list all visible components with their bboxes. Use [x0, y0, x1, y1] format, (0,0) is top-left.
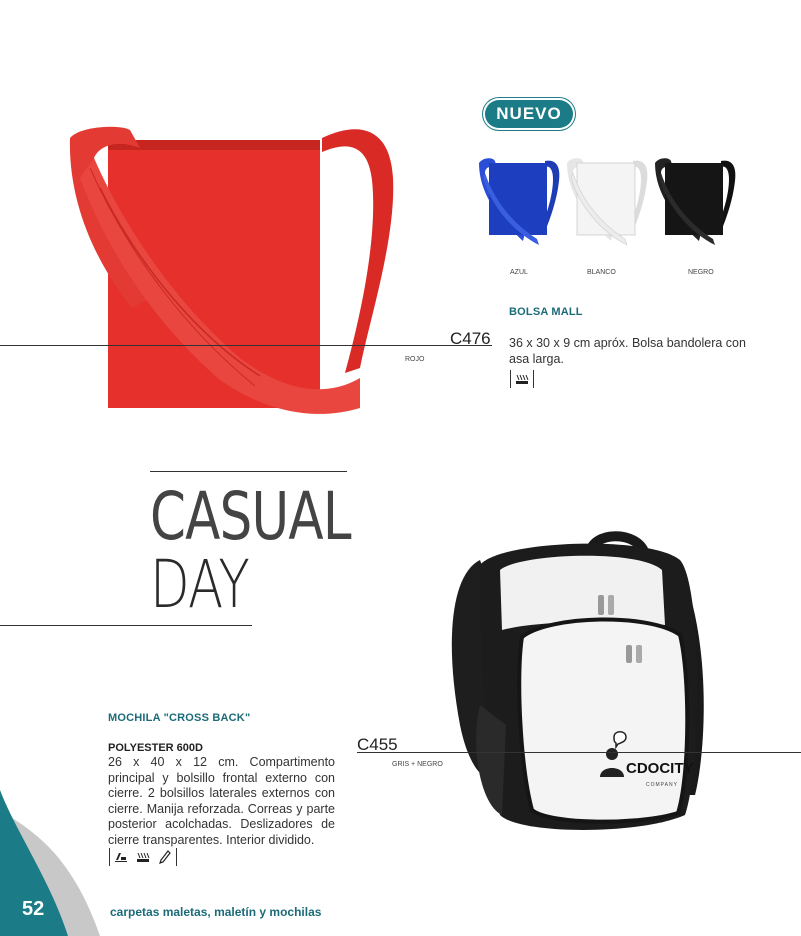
print-methods-c455: [109, 848, 177, 866]
print-method-icon: [511, 370, 533, 388]
footer-category: carpetas maletas, maletín y mochilas: [110, 905, 322, 919]
variant-thumbnails: [475, 155, 745, 255]
page-corner-decoration: [0, 790, 110, 936]
print-methods-c476: [510, 370, 534, 388]
product-description-mochila: 26 x 40 x 12 cm. Compartimento principal y bolsillo frontal externo con cierre. 2 bolsillos laterales externos con cierre. Manija reforzada. Correas y parte posterior acolchadas. Deslizadores de cierre transparentes. Interior dividido.: [108, 755, 335, 847]
variant-label-black: NEGRO: [688, 269, 714, 276]
product-material: POLYESTER 600D: [108, 742, 203, 754]
red-bag-image: [60, 118, 405, 430]
product-code-c455: C455: [357, 735, 398, 754]
product-line-c476: [0, 345, 492, 346]
product-line-c455: [357, 752, 801, 753]
section-rule-bottom: [0, 625, 252, 626]
page-number: 52: [22, 898, 45, 920]
section-title-casual: CASUAL: [150, 478, 351, 555]
variant-blue-bag-image: [475, 155, 565, 250]
print-method-icon: [132, 848, 154, 866]
section-rule-top: [150, 471, 347, 472]
product-color-rojo: ROJO: [405, 356, 425, 363]
backpack-logo-text: CDOCITY: [626, 760, 694, 777]
product-title-bolsa-mall: BOLSA MALL: [509, 306, 583, 318]
variant-black-bag-image: [651, 155, 741, 250]
variant-label-white: BLANCO: [587, 269, 616, 276]
product-code-c476: C476: [450, 329, 491, 348]
pen-icon: [154, 848, 176, 866]
product-title-mochila: MOCHILA "CROSS BACK": [108, 712, 251, 724]
section-title-day: DAY: [150, 546, 250, 623]
product-colors-c455: GRIS + NEGRO: [392, 761, 443, 768]
embroidery-icon: [110, 848, 132, 866]
backpack-logo-sub: COMPANY: [646, 782, 678, 788]
product-description-bolsa-mall: 36 x 30 x 9 cm apróx. Bolsa bandolera con asa larga.: [509, 336, 746, 366]
new-badge: NUEVO: [485, 100, 573, 128]
variant-label-blue: AZUL: [510, 269, 528, 276]
variant-white-bag-image: [563, 155, 653, 250]
backpack-image: [440, 525, 720, 845]
